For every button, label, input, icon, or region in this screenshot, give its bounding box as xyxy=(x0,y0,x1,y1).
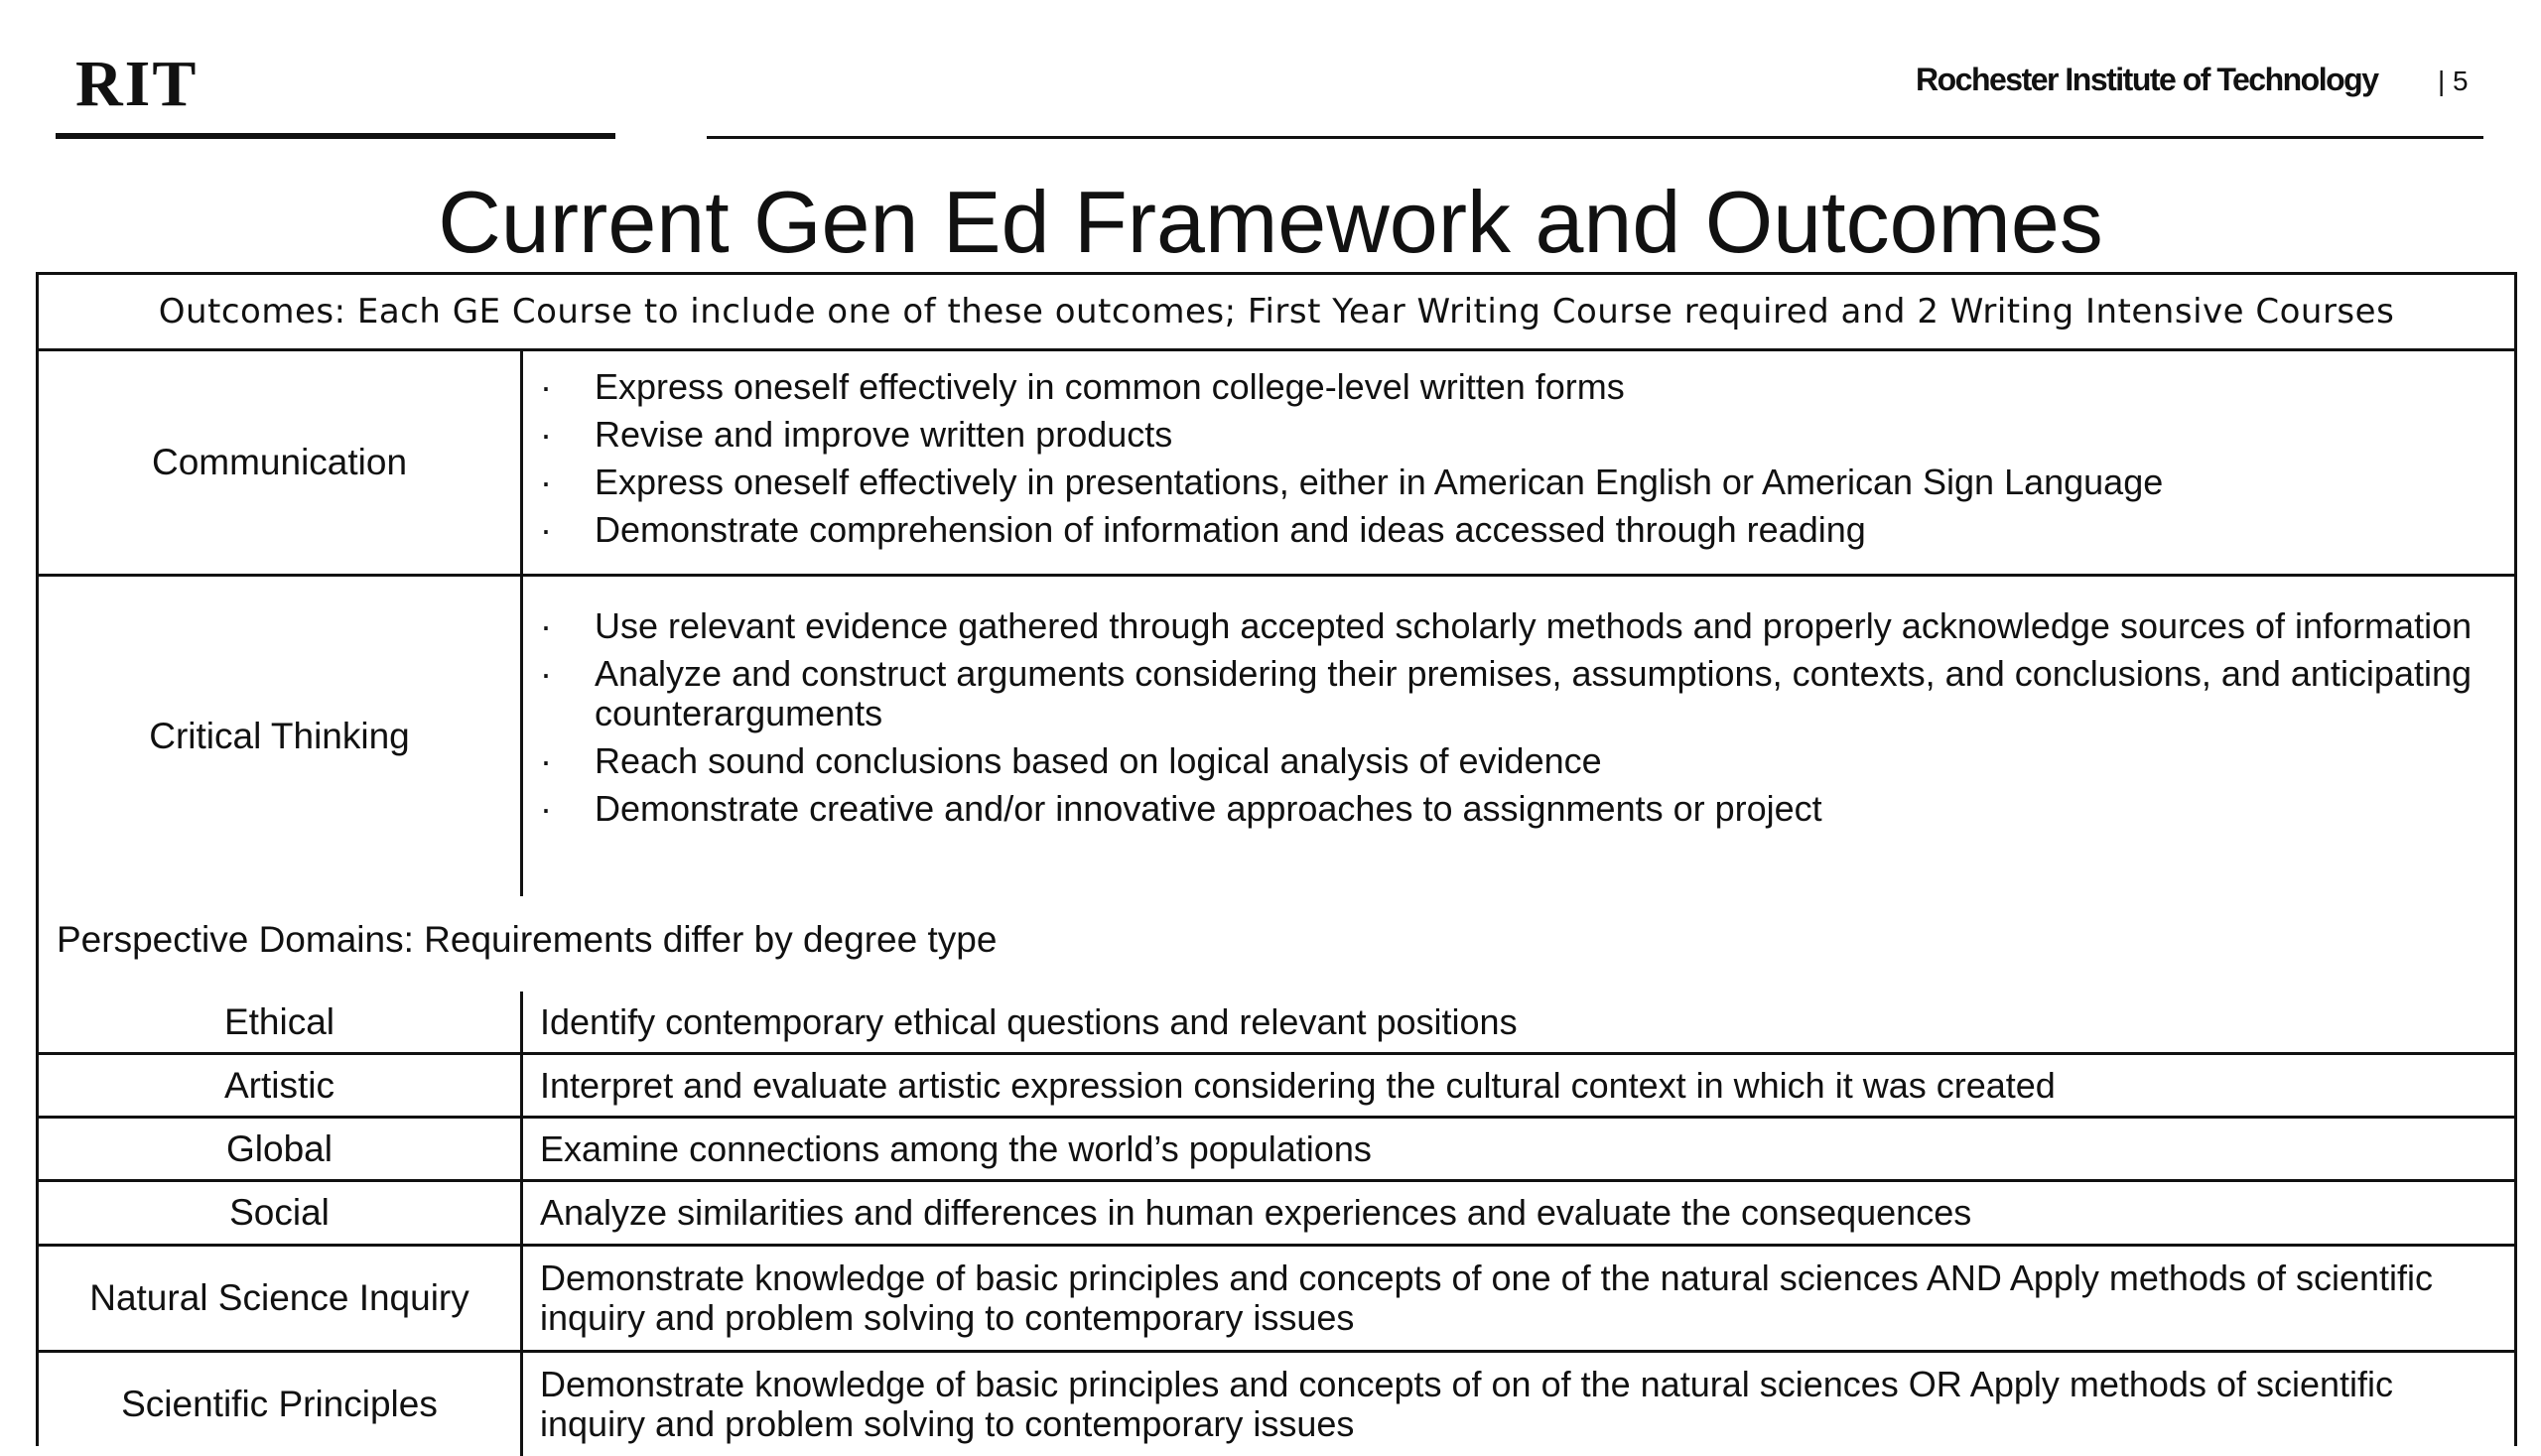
domain-label: Artistic xyxy=(224,1064,334,1106)
bullet-icon: · xyxy=(540,653,552,694)
list-item xyxy=(540,367,2494,407)
domain-row-ethical xyxy=(39,992,2514,1055)
list-item-text: Analyze and construct arguments considering their premises, assumptions, contexts, and conclusions, and anticipating counterarguments xyxy=(595,653,2473,733)
column-divider xyxy=(520,577,523,896)
domain-description: Demonstrate knowledge of basic principles and concepts of on of the natural sciences OR Apply methods of scientific inquiry and problem solving to contemporary issues xyxy=(540,1364,2394,1444)
outcomes-banner: Outcomes: Each GE Course to include one of these outcomes; First Year Writing Course required and 2 Writing Intensive Courses xyxy=(39,275,2514,351)
page-number: | 5 xyxy=(2438,66,2469,96)
list-item-text: Use relevant evidence gathered through accepted scholarly methods and properly acknowledge sources of information xyxy=(595,605,2473,646)
domain-description: Interpret and evaluate artistic expression considering the cultural context in which it was created xyxy=(540,1064,2056,1106)
outcome-label: Communication xyxy=(151,442,408,482)
list-item-text: Express oneself effectively in presentations, either in American English or American Sign Language xyxy=(595,462,2164,502)
list-item xyxy=(540,789,2494,829)
column-divider xyxy=(520,1182,523,1244)
list-item-text: Revise and improve written products xyxy=(595,414,1173,455)
institution-name: Rochester Institute of Technology xyxy=(1916,62,2378,97)
list-item xyxy=(540,510,2494,550)
outcome-row-communication xyxy=(39,351,2514,577)
header-rule-left xyxy=(56,133,615,139)
list-item-text: Express oneself effectively in common college-level written forms xyxy=(595,366,1625,407)
list-item xyxy=(540,415,2494,455)
domain-row-natural-science-inquiry xyxy=(39,1247,2514,1353)
bullet-icon: · xyxy=(540,462,552,502)
column-divider xyxy=(520,1055,523,1116)
column-divider xyxy=(520,992,523,1052)
domain-label: Natural Science Inquiry xyxy=(89,1277,469,1318)
domain-label: Ethical xyxy=(223,1000,335,1042)
domain-label: Global xyxy=(226,1127,333,1169)
column-divider xyxy=(520,1353,523,1456)
outcome-list xyxy=(540,367,2494,558)
domain-description: Identify contemporary ethical questions and relevant positions xyxy=(540,1000,1518,1042)
rit-logo: RIT xyxy=(75,48,199,120)
bullet-icon: · xyxy=(540,740,552,781)
bullet-icon: · xyxy=(540,509,552,550)
outcome-label: Critical Thinking xyxy=(149,716,410,756)
domain-description: Examine connections among the world’s populations xyxy=(540,1127,1372,1169)
bullet-icon: · xyxy=(540,788,552,829)
domain-row-social xyxy=(39,1182,2514,1247)
domain-row-artistic xyxy=(39,1055,2514,1119)
column-divider xyxy=(520,351,523,574)
domain-row-scientific-principles xyxy=(39,1353,2514,1456)
column-divider xyxy=(520,1119,523,1179)
header-rule-right xyxy=(707,136,2483,139)
domain-row-global xyxy=(39,1119,2514,1182)
outcome-row-critical-thinking xyxy=(39,577,2514,896)
bullet-icon: · xyxy=(540,366,552,407)
framework-table xyxy=(36,272,2517,1446)
domain-description: Analyze similarities and differences in human experiences and evaluate the consequences xyxy=(540,1192,1972,1233)
list-item xyxy=(540,606,2494,646)
bullet-icon: · xyxy=(540,414,552,455)
list-item-text: Demonstrate comprehension of information and ideas accessed through reading xyxy=(595,509,1866,550)
bullet-icon: · xyxy=(540,605,552,646)
domain-label: Scientific Principles xyxy=(121,1384,438,1424)
outcome-list xyxy=(540,606,2494,837)
list-item xyxy=(540,463,2494,502)
column-divider xyxy=(520,1247,523,1350)
list-item-text: Reach sound conclusions based on logical analysis of evidence xyxy=(595,740,1602,781)
list-item xyxy=(540,741,2494,781)
page-title: Current Gen Ed Framework and Outcomes xyxy=(438,173,2103,271)
perspective-domains-heading: Perspective Domains: Requirements differ by degree type xyxy=(57,919,998,960)
domain-description: Demonstrate knowledge of basic principles and concepts of one of the natural sciences AND Apply methods of scientific inquiry and problem solving to contemporary issues xyxy=(540,1257,2434,1338)
domain-label: Social xyxy=(229,1192,330,1233)
list-item-text: Demonstrate creative and/or innovative approaches to assignments or project xyxy=(595,788,1822,829)
list-item xyxy=(540,654,2494,733)
